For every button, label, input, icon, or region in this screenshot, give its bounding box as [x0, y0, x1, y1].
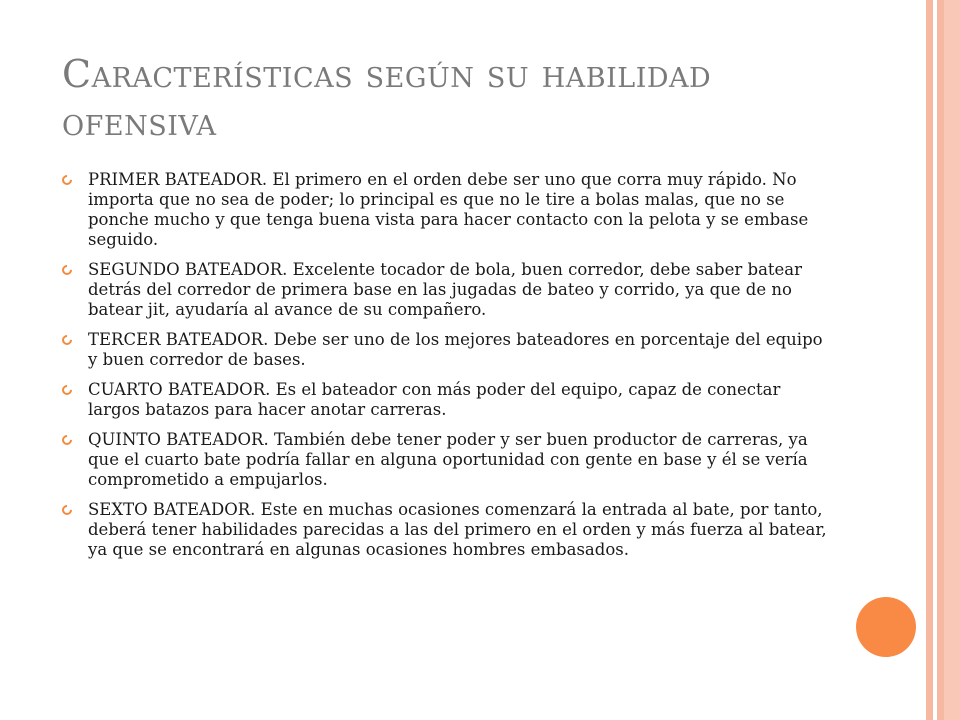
bullet-ring-icon: [60, 263, 74, 277]
bullet-item-3: [62, 330, 832, 370]
bullet-item-4: [62, 380, 832, 420]
slide-title-line1: Características según su habilidad: [62, 52, 712, 96]
bullet-text: CUARTO BATEADOR. Es el bateador con más poder del equipo, capaz de conectar largos batazos para hacer anotar carreras.: [88, 380, 781, 419]
slide-title: [62, 50, 882, 146]
bullet-item-1: [62, 170, 832, 250]
slide-title-line2: ofensiva: [62, 100, 217, 144]
decorative-orange-dot: [856, 597, 916, 657]
bullet-text: PRIMER BATEADOR. El primero en el orden debe ser uno que corra muy rápido. No importa que no sea de poder; lo principal es que no le tire a bolas malas, que no se ponche mucho y que tenga buena vista para hacer contacto con la pelota y se embase seguido.: [88, 170, 809, 249]
bullet-text: QUINTO BATEADOR. También debe tener poder y ser buen productor de carreras, ya que el cuarto bate podría fallar en alguna oportunidad con gente en base y él se vería comprometido a empujarlos.: [88, 430, 808, 489]
bullet-ring-icon: [60, 433, 74, 447]
decorative-stripes: [918, 0, 960, 720]
bullet-list: [62, 170, 832, 570]
bullet-item-5: [62, 430, 832, 490]
bullet-ring-icon: [60, 173, 74, 187]
bullet-text: TERCER BATEADOR. Debe ser uno de los mejores bateadores en porcentaje del equipo y buen corredor de bases.: [88, 330, 823, 369]
bullet-text: SEGUNDO BATEADOR. Excelente tocador de bola, buen corredor, debe saber batear detrás del corredor de primera base en las jugadas de bateo y corrido, ya que de no batear jit, ayudaría al avance de su compañero.: [88, 260, 803, 319]
bullet-ring-icon: [60, 333, 74, 347]
bullet-text: SEXTO BATEADOR. Este en muchas ocasiones comenzará la entrada al bate, por tanto, deberá tener habilidades parecidas a las del primero en el orden y más fuerza al batear, ya que se encontrará en algunas ocasiones hombres embasados.: [88, 500, 827, 559]
bullet-item-6: [62, 500, 832, 560]
bullet-item-2: [62, 260, 832, 320]
bullet-ring-icon: [60, 383, 74, 397]
bullet-ring-icon: [60, 503, 74, 517]
